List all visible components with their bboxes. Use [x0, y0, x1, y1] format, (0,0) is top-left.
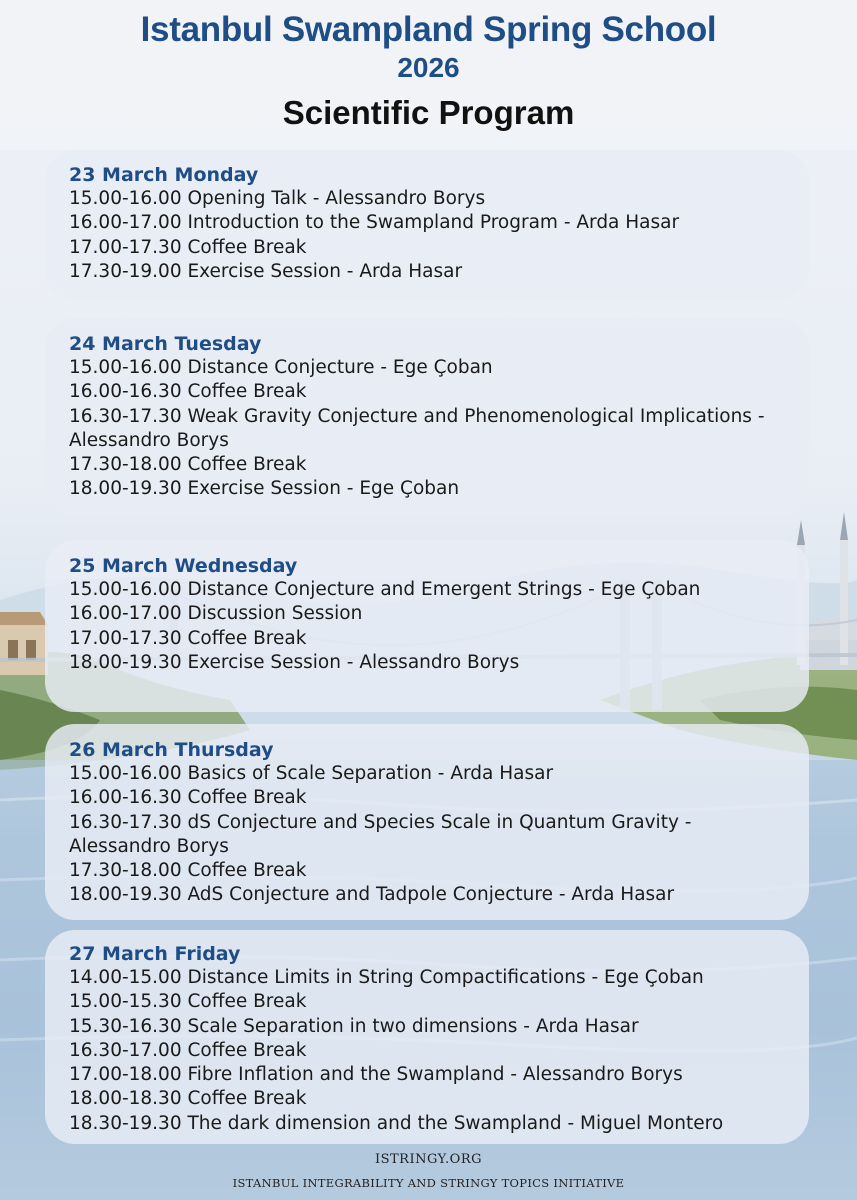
session-item: 16.00-16.30 Coffee Break: [69, 381, 307, 403]
footer-organization: ISTANBUL INTEGRABILITY AND STRINGY TOPICS INITIATIVE: [232, 1176, 625, 1190]
session-item: 15.00-15.30 Coffee Break: [69, 991, 307, 1013]
day-card-friday: [45, 930, 809, 1144]
day-title: 27 March Friday: [69, 943, 241, 965]
session-item: 17.00-17.30 Coffee Break: [69, 236, 307, 258]
session-item: 15.00-16.00 Basics of Scale Separation - Arda Hasar: [69, 763, 554, 784]
day-title: 25 March Wednesday: [69, 555, 298, 577]
session-item: 18.30-19.30 The dark dimension and the Swampland - Miguel Montero: [69, 1112, 724, 1134]
day-title: 23 March Monday: [69, 164, 259, 186]
day-card-thursday: [45, 724, 809, 920]
session-item: 14.00-15.00 Distance Limits in String Compactifications - Ege Çoban: [69, 967, 704, 988]
session-item: 15.00-16.00 Opening Talk - Alessandro Borys: [69, 188, 486, 209]
day-title: 26 March Thursday: [69, 739, 274, 761]
session-item: 16.30-17.30 dS Conjecture and Species Scale in Quantum Gravity - Alessandro Borys: [69, 811, 692, 857]
page-title: Istanbul Swampland Spring School: [140, 10, 717, 49]
session-item: 15.30-16.30 Scale Separation in two dimensions - Arda Hasar: [69, 1015, 639, 1037]
page-year: 2026: [397, 52, 460, 83]
session-item: 16.00-17.00 Introduction to the Swampland Program - Arda Hasar: [69, 212, 680, 234]
session-item: 16.00-17.00 Discussion Session: [69, 603, 363, 625]
session-item: 18.00-19.30 Exercise Session - Ege Çoban: [69, 478, 460, 500]
day-card-wednesday: [45, 540, 809, 712]
session-item: 15.00-16.00 Distance Conjecture and Emergent Strings - Ege Çoban: [69, 579, 701, 600]
session-item: 18.00-18.30 Coffee Break: [69, 1088, 307, 1110]
session-item: 17.30-18.00 Coffee Break: [69, 860, 307, 882]
day-title: 24 March Tuesday: [69, 333, 262, 355]
day-card-monday: [45, 150, 809, 300]
session-item: 16.00-16.30 Coffee Break: [69, 787, 307, 809]
page-footer: [0, 1152, 857, 1190]
session-item: 16.30-17.30 Weak Gravity Conjecture and Phenomenological Implications - Alessandro Borys: [69, 405, 765, 451]
session-item: 18.00-19.30 Exercise Session - Alessandro Borys: [69, 651, 520, 673]
session-item: 17.30-19.00 Exercise Session - Arda Hasar: [69, 260, 463, 282]
session-item: 17.30-18.00 Coffee Break: [69, 454, 307, 476]
session-item: 17.00-17.30 Coffee Break: [69, 627, 307, 649]
session-item: 17.00-18.00 Fibre Inflation and the Swampland - Alessandro Borys: [69, 1064, 683, 1086]
session-item: 16.30-17.00 Coffee Break: [69, 1039, 307, 1061]
session-item: 18.00-19.30 AdS Conjecture and Tadpole Conjecture - Arda Hasar: [69, 884, 675, 906]
page-subtitle: Scientific Program: [282, 94, 575, 131]
session-item: 15.00-16.00 Distance Conjecture - Ege Çoban: [69, 357, 493, 378]
day-card-tuesday: [45, 318, 809, 516]
footer-url: ISTRINGY.ORG: [374, 1152, 483, 1167]
